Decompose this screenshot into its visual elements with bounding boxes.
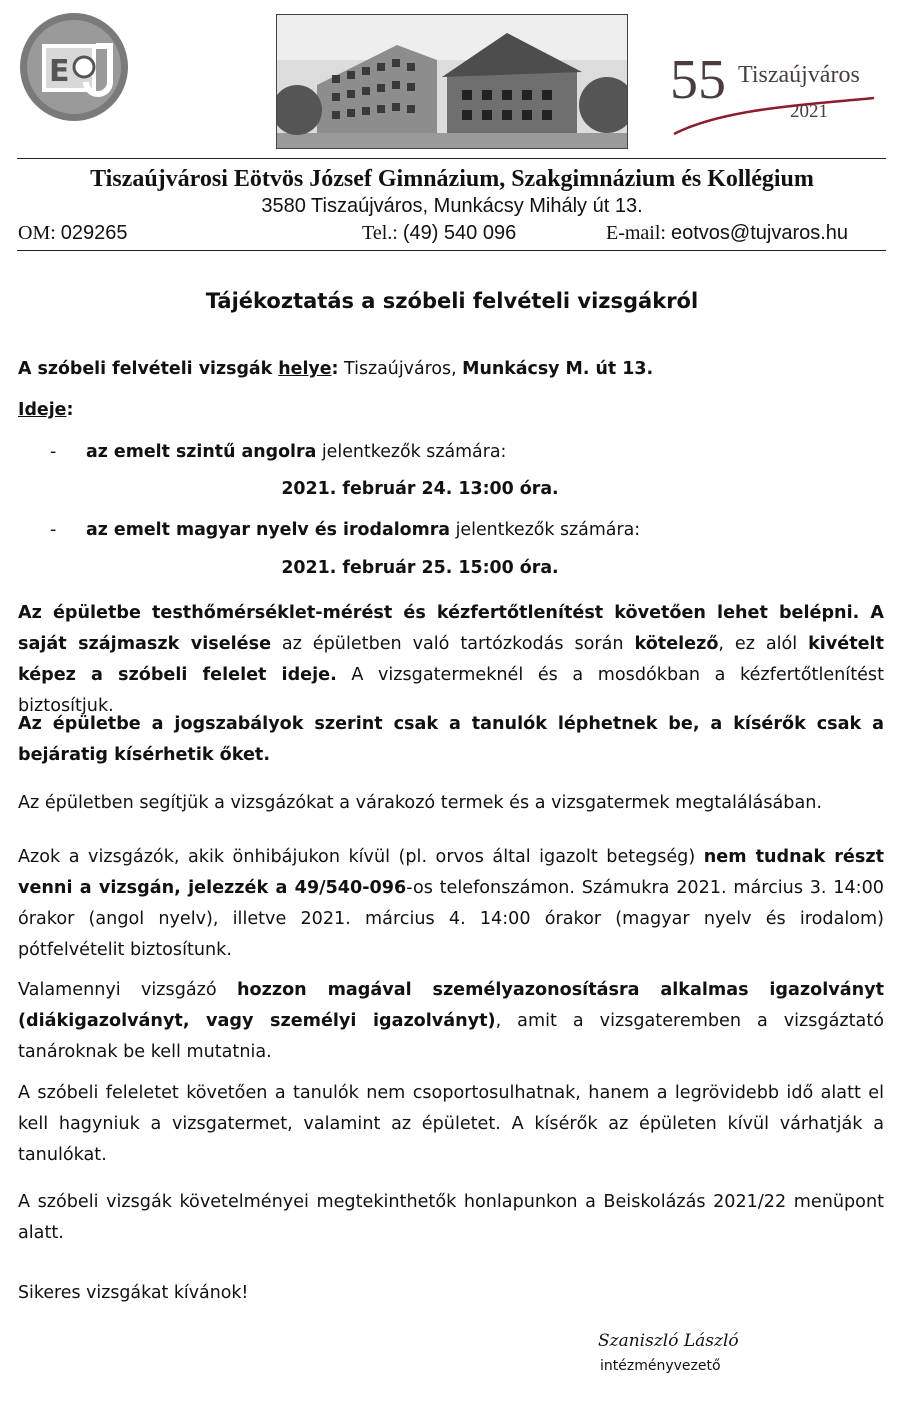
exam-place-line: [18, 354, 653, 385]
p1-text-f: A vizsgatermeknél és a mosdókban a kézfertőtlenítést biztosítjuk.: [18, 665, 884, 716]
p1-bold-e: kivételt képez a szóbeli felelet ideje.: [18, 634, 884, 685]
list-item-dash: -: [50, 520, 57, 540]
om-label: OM:: [18, 222, 61, 244]
anniversary-year: 2021: [790, 101, 828, 122]
tel-value: (49) 540 096: [402, 222, 517, 244]
header-top-rule: [17, 158, 886, 159]
place-value-bold: Munkácsy M. út 13.: [462, 359, 654, 379]
tel-contact: [362, 222, 516, 245]
email-value[interactable]: eotvos@tujvaros.hu: [670, 222, 849, 244]
p4-text-a: Azok a vizsgázók, akik önhibájukon kívül (pl. orvos által igazolt betegség): [18, 847, 704, 867]
health-rules-paragraph: [18, 598, 884, 722]
exam-date: 2021. február 25. 15:00 óra.: [281, 558, 559, 578]
p2-bold: Az épületbe a jogszabályok szerint csak a tanulók léphetnek be, a kísérők csak a bejáratig kísérhetik őket.: [18, 714, 884, 765]
exam-date: 2021. február 24. 13:00 óra.: [281, 479, 559, 499]
header-bottom-rule: [17, 250, 886, 251]
requirements-paragraph: A szóbeli vizsgák követelményei megtekinthetők honlapunkon a Beiskolázás 2021/22 menüpont alatt.: [18, 1192, 884, 1243]
place-lead: A szóbeli felvételi vizsgák: [18, 359, 279, 379]
place-lead-underlined: helye: [278, 359, 332, 379]
item-rest: jelentkezők számára:: [316, 442, 507, 462]
svg-text:E: E: [49, 54, 70, 89]
anniversary-number: 55: [670, 49, 726, 111]
time-label: Ideje: [18, 400, 67, 420]
signature-role: intézményvezető: [600, 1358, 721, 1374]
id-requirements-paragraph: [18, 975, 884, 1068]
school-name: Tiszaújvárosi Eötvös József Gimnázium, Szakgimnázium és Kollégium: [90, 166, 814, 192]
tel-label: Tel.:: [362, 222, 403, 244]
absence-paragraph: [18, 842, 884, 966]
item-bold: az emelt szintű angolra: [86, 442, 317, 462]
list-item: [86, 515, 640, 546]
closing-line: Sikeres vizsgákat kívánok!: [18, 1283, 249, 1303]
om-contact: [18, 222, 128, 245]
guidance-paragraph: Az épületben segítjük a vizsgázókat a várakozó termek és a vizsgatermek megtalálásában.: [18, 793, 822, 813]
p5-text-a: Valamennyi vizsgázó: [18, 980, 237, 1000]
time-colon: :: [66, 400, 74, 420]
email-label: E-mail:: [606, 222, 671, 244]
p1-text-d: , ez alól: [718, 634, 809, 654]
after-exam-paragraph: A szóbeli feleletet követően a tanulók nem csoportosulhatnak, hanem a legrövidebb idő alatt el kell hagyniuk a vizsgatermet, valamint az épületet. A kísérők az épületen kívül várhatják a tanulókat.: [18, 1083, 884, 1165]
p1-text-b: az épületben való tartózkodás során: [271, 634, 635, 654]
p5-bold-b: hozzon magával személyazonosításra alkalmas igazolványt (diákigazolványt, vagy személyi igazolványt): [18, 980, 884, 1031]
school-address: 3580 Tiszaújváros, Munkácsy Mihály út 13.: [261, 195, 643, 217]
p4-text-c: -os telefonszámon. Számukra 2021. március 3. 14:00 órakor (angol nyelv), illetve 2021. március 4. 14:00 órakor (magyar nyelv és irodalom) pótfelvételit biztosítunk.: [18, 878, 884, 960]
item-bold: az emelt magyar nyelv és irodalomra: [86, 520, 451, 540]
p4-bold-b: nem tudnak részt venni a vizsgán, jelezzék a 49/540-096: [18, 847, 884, 898]
list-item-dash: -: [50, 442, 57, 462]
p5-text-c: , amit a vizsgateremben a vizsgáztató tanároknak be kell mutatnia.: [18, 1011, 884, 1062]
p1-bold-c: kötelező: [634, 634, 719, 654]
anniversary-city: Tiszaújváros: [738, 62, 860, 88]
list-item: [86, 437, 506, 468]
email-contact: [606, 222, 848, 245]
p1-bold-a: Az épületbe testhőmérséklet-mérést és kézfertőtlenítést követően lehet belépni. A saját szájmaszk viselése: [18, 603, 884, 654]
place-colon: :: [331, 359, 339, 379]
entry-rules-paragraph: [18, 709, 884, 771]
school-building-photo: [276, 14, 628, 149]
place-value: Tiszaújváros,: [338, 359, 463, 379]
om-value: 029265: [60, 222, 128, 244]
school-logo: [18, 12, 130, 122]
exam-time-label: [18, 395, 73, 426]
page-title: Tájékoztatás a szóbeli felvételi vizsgákról: [205, 289, 699, 313]
signature-name: Szaniszló László: [598, 1331, 739, 1351]
anniversary-logo: [664, 46, 879, 138]
item-rest: jelentkezők számára:: [450, 520, 641, 540]
